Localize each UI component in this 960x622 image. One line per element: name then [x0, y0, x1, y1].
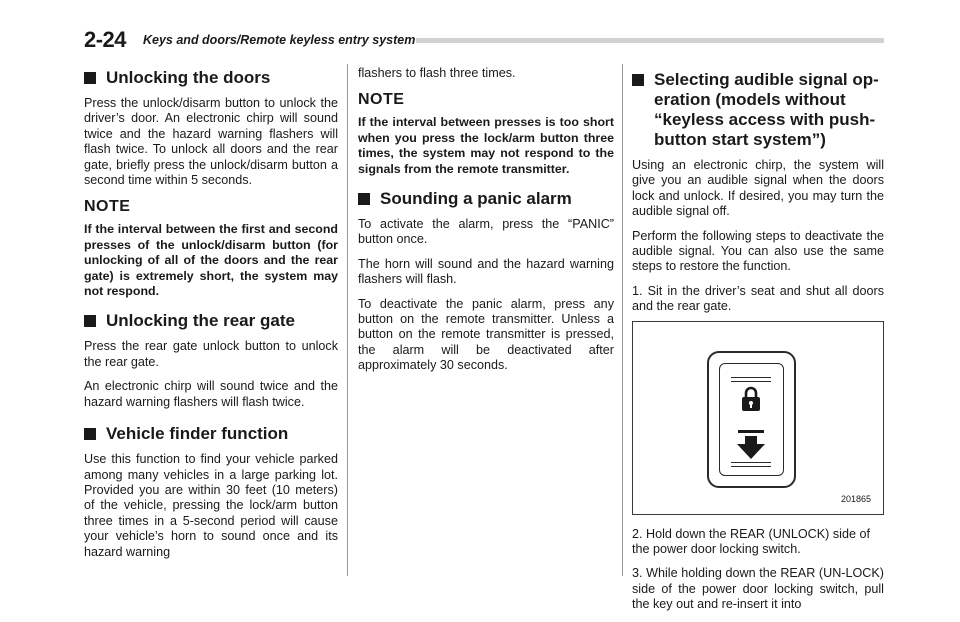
heading-text: Selecting audible signal op-eration (models without “keyless access with push-button start system”) [654, 70, 879, 149]
door-lock-switch-figure [632, 321, 884, 515]
arrow-down-icon [737, 428, 765, 465]
heading-text: Vehicle finder function [106, 424, 289, 444]
section-heading [84, 311, 338, 331]
section-heading [84, 424, 338, 444]
switch-ridge [731, 462, 771, 467]
column-3 [632, 66, 884, 622]
heading-text: Unlocking the rear gate [106, 311, 295, 331]
paragraph: The horn will sound and the hazard warning flashers will flash. [358, 256, 614, 287]
page-header [84, 27, 884, 51]
square-bullet-icon [632, 74, 644, 86]
column-divider [347, 64, 348, 576]
square-bullet-icon [358, 193, 370, 205]
square-bullet-icon [84, 72, 96, 84]
paragraph: Press the unlock/disarm button to unlock the driver’s door. An electronic chirp will sound twice and the hazard warning flashers will flash twice. To unlock all doors and the rear gate, briefly press the unlock/disarm button a second time within 5 seconds. [84, 96, 338, 188]
lock-icon [741, 386, 761, 417]
square-bullet-icon [84, 428, 96, 440]
page-number: 2-24 [84, 27, 127, 52]
step-1: 1. Sit in the driver’s seat and shut all doors and the rear gate. [632, 283, 884, 314]
column-2 [358, 66, 614, 383]
paragraph: Perform the following steps to deactivate the audible signal. You can also use the same steps to restore the function. [632, 228, 884, 274]
figure-id: 201865 [840, 493, 871, 504]
column-divider [622, 64, 623, 576]
note-body: If the interval between the first and second presses of the unlock/disarm button (for unlocking of all of the doors and the rear gate) is extremely short, the system may not respond. [84, 222, 338, 299]
note-label: NOTE [84, 198, 131, 216]
heading-text: Sounding a panic alarm [380, 189, 572, 209]
section-heading [358, 189, 614, 209]
paragraph: To activate the alarm, press the “PANIC” button once. [358, 217, 614, 247]
paragraph: Press the rear gate unlock button to unlock the rear gate. [84, 339, 338, 369]
section-heading [84, 68, 338, 88]
note-body: If the interval between presses is too short when you press the lock/arm button three times, the system may not respond to the signals from the remote transmitter. [358, 115, 614, 176]
switch-ridge [731, 377, 771, 382]
square-bullet-icon [84, 315, 96, 327]
note-label: NOTE [358, 91, 405, 109]
paragraph: flashers to flash three times. [358, 66, 516, 80]
paragraph: To deactivate the panic alarm, press any button on the remote transmitter. Unless a button on the remote transmitter is pressed, the alarm will be deactivated after approximately 30 seconds. [358, 296, 614, 373]
step-3: 3. While holding down the REAR (UN-LOCK) side of the power door locking switch, pull the key out and re-insert it into [632, 566, 884, 612]
section-heading [632, 70, 884, 150]
chapter-title: Keys and doors/Remote keyless entry system [143, 33, 416, 47]
paragraph: Using an electronic chirp, the system will give you an audible signal when the doors lock and unlock. If desired, you may turn the audible signal off. [632, 158, 884, 219]
step-2: 2. Hold down the REAR (UNLOCK) side of the power door locking switch. [632, 526, 870, 557]
paragraph: Use this function to find your vehicle parked among many vehicles in a large parking lot. Provided you are within 30 feet (10 meters) of the vehicle, pressing the lock/arm button three times in a 5-second period will cause your vehicle’s horn to sound once and its hazard warning [84, 452, 338, 559]
paragraph: An electronic chirp will sound twice and the hazard warning flashers will flash twice. [84, 379, 338, 409]
heading-text: Unlocking the doors [106, 68, 271, 87]
column-1 [84, 66, 338, 569]
header-rule [416, 38, 884, 43]
